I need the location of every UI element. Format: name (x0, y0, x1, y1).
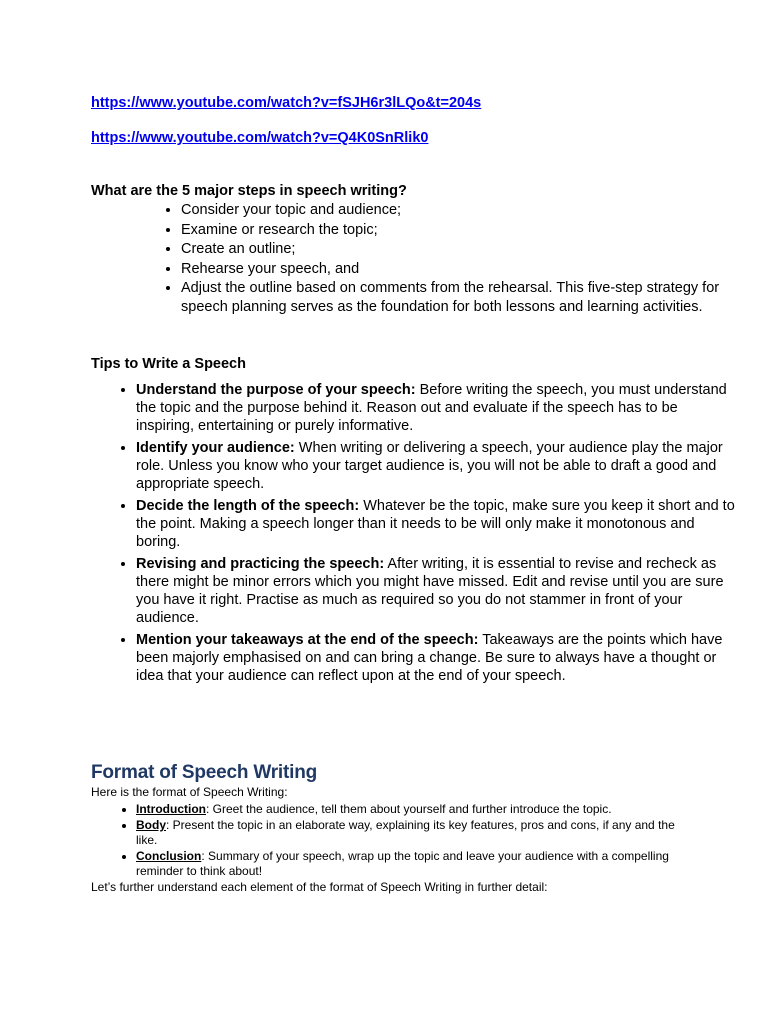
tip-text: After writing, it is essential to revise and recheck as there might be minor errors which you might have missed. Edit and revise until you are sure you have it right. Practise as much as required so you do not stammer in front of your audience. (136, 556, 724, 626)
list-item: • Rehearse your speech, and (181, 260, 741, 279)
format-intro: Here is the format of Speech Writing: (91, 785, 288, 799)
list-item: • Examine or research the topic; (181, 221, 741, 240)
list-item: • Adjust the outline based on comments from the rehearsal. This five-step strategy for speech planning serves as the foundation for both lessons and learning activities. (181, 279, 741, 316)
format-list (91, 802, 696, 880)
list-item (136, 555, 736, 627)
format-term: Introduction (136, 802, 206, 816)
steps-heading: What are the 5 major steps in speech writing? (91, 183, 407, 199)
tip-text: Takeaways are the points which have been majorly emphasised on and can bring a change. Be sure to always have a thought or idea that your audience can reflect upon at the end of your speech. (136, 632, 723, 684)
format-heading: Format of Speech Writing (91, 762, 318, 783)
tip-title: Identify your audience: (136, 440, 295, 456)
format-term: Body (136, 818, 166, 832)
youtube-link-1[interactable]: https://www.youtube.com/watch?v=fSJH6r3lLQo&t=204s (91, 95, 482, 111)
tips-heading: Tips to Write a Speech (91, 356, 246, 372)
list-item (136, 631, 736, 685)
list-item (136, 381, 736, 435)
tip-title: Understand the purpose of your speech: (136, 382, 416, 398)
youtube-link-2[interactable]: https://www.youtube.com/watch?v=Q4K0SnRlik0 (91, 130, 429, 146)
format-text: : Greet the audience, tell them about yourself and further introduce the topic. (205, 802, 612, 816)
tip-text: When writing or delivering a speech, your audience play the major role. Unless you know who your target audience is, you will not be able to draft a good and appropriate speech. (136, 440, 723, 492)
list-item (136, 802, 696, 817)
steps-list (136, 201, 741, 317)
tip-title: Mention your takeaways at the end of the speech: (136, 632, 479, 648)
tips-list (91, 381, 736, 689)
format-outro: Let’s further understand each element of the format of Speech Writing in further detail: (91, 880, 548, 894)
list-item: • Consider your topic and audience; (181, 201, 741, 220)
list-item (136, 849, 696, 879)
format-term: Conclusion (136, 849, 202, 863)
list-item (136, 818, 696, 848)
format-text: : Summary of your speech, wrap up the topic and leave your audience with a compelling reminder to think about! (136, 849, 669, 878)
format-text: : Present the topic in an elaborate way, explaining its key features, pros and cons, if any and the like. (136, 818, 675, 847)
tip-title: Decide the length of the speech: (136, 498, 360, 514)
tip-text: Before writing the speech, you must understand the topic and the purpose behind it. Reason out and evaluate if the speech has to be inspiring, entertaining or purely informative. (136, 382, 727, 434)
list-item: • Create an outline; (181, 240, 741, 259)
list-item (136, 439, 736, 493)
tip-text: Whatever be the topic, make sure you keep it short and to the point. Making a speech longer than it needs to be will only make it monotonous and boring. (136, 498, 735, 550)
tip-title: Revising and practicing the speech: (136, 556, 385, 572)
list-item (136, 497, 736, 551)
